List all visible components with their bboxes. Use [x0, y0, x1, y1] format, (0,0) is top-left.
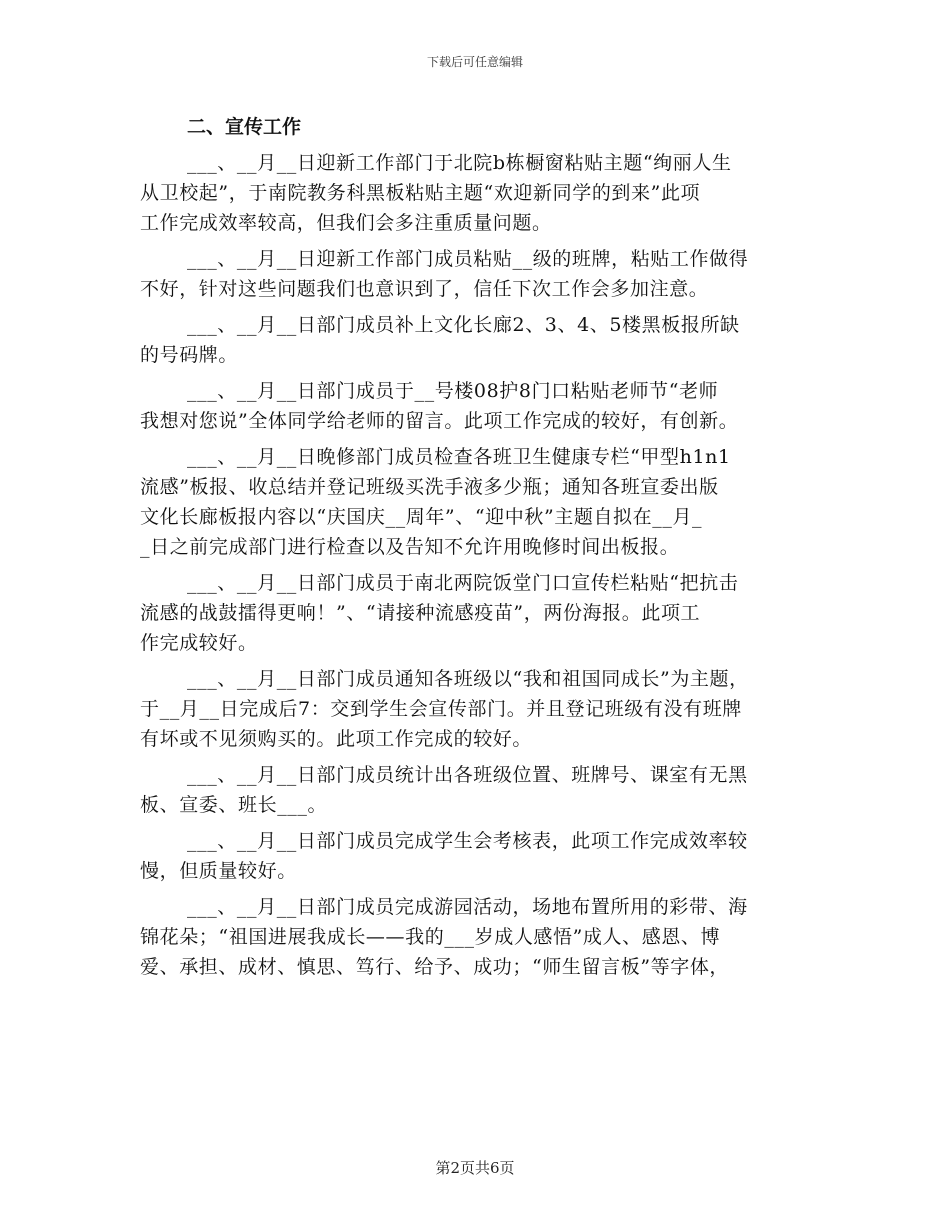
paragraph-line: ___、__月__日部门成员通知各班级以“我和祖国同成长”为主题，: [187, 668, 749, 690]
paragraph-line: ___、__月__日部门成员统计出各班级位置、班牌号、课室有无黑: [187, 764, 748, 786]
paragraph-line: 板、宣委、班长___。: [140, 794, 328, 816]
paragraph-line: ___、__月__日部门成员完成游园活动，场地布置所用的彩带、海: [187, 896, 748, 918]
paragraph-2: [140, 244, 808, 304]
paragraph-line: 有坏或不见须购买的。此项工作完成的较好。: [140, 728, 533, 750]
paragraph-8: [140, 760, 808, 820]
paragraph-line: 的号码牌。: [140, 344, 239, 366]
paragraph-line: 锦花朵；“祖国进展我成长——我的___岁成人感悟”成人、感恩、博: [140, 926, 721, 948]
paragraph-line: ___、__月__日部门成员补上文化长廊2、3、4、5楼黑板报所缺: [187, 314, 740, 336]
paragraph-line: 流感的战鼓擂得更响！”、“请接种流感疫苗”，两份海报。此项工: [140, 602, 701, 624]
paragraph-line: 文化长廊板报内容以“庆国庆__周年”、“迎中秋”主题自拟在__月_: [140, 506, 703, 528]
page-number: 第2页共6页: [435, 1159, 515, 1177]
paragraph-line: 爱、承担、成材、慎思、笃行、给予、成功；“师生留言板”等字体，: [140, 956, 730, 978]
paragraph-line: ___、__月__日部门成员于南北两院饭堂门口宣传栏粘贴“把抗击: [187, 572, 739, 594]
paragraph-line: ___、__月__日晚修部门成员检查各班卫生健康专栏“甲型h1n1: [187, 446, 731, 468]
paragraph-line: ___、__月__日部门成员完成学生会考核表，此项工作完成效率较: [187, 830, 748, 852]
paragraph-line: 作完成较好。: [140, 632, 258, 654]
paragraph-line: 我想对您说”全体同学给老师的留言。此项工作完成的较好，有创新。: [140, 410, 739, 432]
paragraph-3: [140, 310, 808, 370]
page-header-note: 下载后可任意编辑: [426, 55, 523, 69]
paragraph-5: [140, 442, 808, 562]
paragraph-line: ___、__月__日部门成员于__号楼08护8门口粘贴老师节“老师: [187, 380, 719, 402]
paragraph-1: [140, 148, 808, 238]
document-body: [140, 112, 808, 988]
paragraph-line: ___、__月__日迎新工作部门成员粘贴__级的班牌，粘贴工作做得: [187, 248, 749, 270]
paragraph-6: [140, 568, 808, 658]
paragraph-line: 不好，针对这些问题我们也意识到了，信任下次工作会多加注意。: [140, 278, 709, 300]
section-title: 二、宣传工作: [187, 116, 302, 138]
paragraph-line: 于__月__日完成后7：交到学生会宣传部门。并且登记班级有没有班牌: [140, 698, 742, 720]
paragraph-line: 流感”板报、收总结并登记班级买洗手液多少瓶；通知各班宣委出版: [140, 476, 719, 498]
paragraph-9: [140, 826, 808, 886]
paragraph-line: 从卫校起”，于南院教务科黑板粘贴主题“欢迎新同学的到来”此项: [140, 182, 701, 204]
paragraph-line: ___、__月__日迎新工作部门于北院b栋橱窗粘贴主题“绚丽人生: [187, 152, 732, 174]
paragraph-line: _日之前完成部门进行检查以及告知不允许用晚修时间出板报。: [140, 536, 680, 558]
paragraph-line: 慢，但质量较好。: [140, 860, 297, 882]
paragraph-10: [140, 892, 808, 982]
paragraph-line: 工作完成效率较高，但我们会多注重质量问题。: [140, 212, 552, 234]
paragraph-4: [140, 376, 808, 436]
paragraph-7: [140, 664, 808, 754]
